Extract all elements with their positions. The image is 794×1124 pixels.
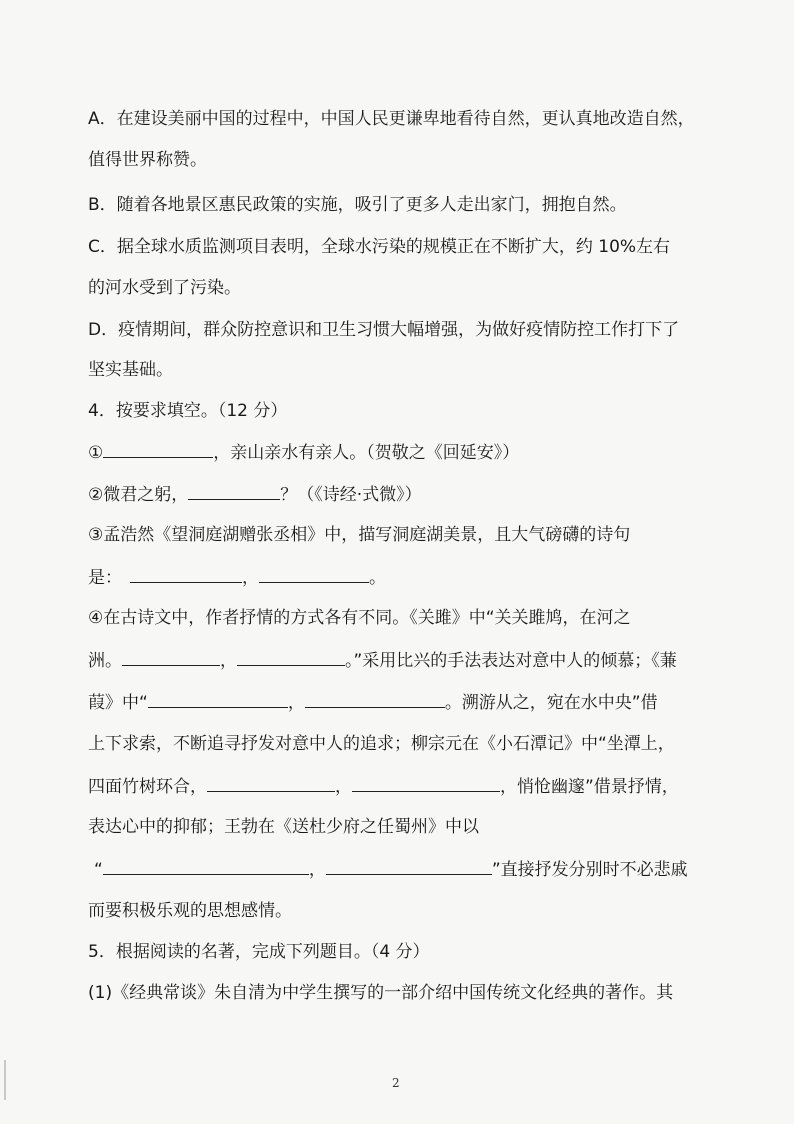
comma: ， — [335, 777, 352, 797]
comma: ， — [242, 568, 259, 588]
answer-blank[interactable] — [148, 690, 288, 708]
answer-blank[interactable] — [103, 857, 309, 875]
answer-blank[interactable] — [259, 565, 369, 583]
option-a-line1: A．在建设美丽中国的过程中，中国人民更谦卑地看待自然，更认真地改造自然， — [88, 109, 695, 129]
q4-item2-suffix: ？（《诗经·式微》） — [280, 485, 422, 505]
q4-item4-line2 — [88, 648, 677, 673]
q4-item3-line2 — [88, 565, 386, 590]
q4-item4-l3-suffix: 。溯游从之，宛在水中央”借 — [444, 693, 658, 713]
q4-item3-line1: ③孟浩然《望洞庭湖赠张丞相》中，描写洞庭湖美景，且大气磅礴的诗句 — [88, 525, 631, 545]
q4-item4-l5-suffix: ，悄怆幽邃”借景抒情， — [500, 777, 679, 797]
q4-item4-line5 — [88, 774, 679, 799]
option-d-line1: D．疫情期间，群众防控意识和卫生习惯大幅增强，为做好疫情防控工作打下了 — [88, 320, 680, 340]
question-5-title: 5．根据阅读的名著，完成下列题目。（4 分） — [88, 942, 430, 962]
option-c-line2: 的河水受到了污染。 — [88, 278, 241, 298]
option-d-line2: 坚实基础。 — [88, 360, 173, 380]
q4-item4-l2-suffix: 。”采用比兴的手法表达对意中人的倾慕；《蒹 — [345, 651, 677, 671]
q4-item4-l2-prefix: 洲。 — [88, 651, 122, 671]
q5-item1: (1)《经典常谈》朱自清为中学生撰写的一部介绍中国传统文化经典的著作。其 — [88, 983, 674, 1003]
q4-item4-l5-prefix: 四面竹树环合， — [88, 777, 207, 797]
scan-edge-mark — [4, 1060, 6, 1100]
answer-blank[interactable] — [122, 648, 220, 666]
q4-item1-prefix: ① — [88, 443, 104, 463]
q4-item2 — [88, 482, 422, 507]
answer-blank[interactable] — [207, 774, 335, 792]
period: 。 — [369, 568, 386, 588]
option-c-line1: C．据全球水质监测项目表明，全球水污染的规模正在不断扩大，约 10%左右 — [88, 237, 671, 257]
answer-blank[interactable] — [103, 440, 213, 458]
comma: ， — [220, 651, 237, 671]
answer-blank[interactable] — [352, 774, 500, 792]
answer-blank[interactable] — [188, 482, 280, 500]
q4-item4-line4: 上下求索，不断追寻抒发对意中人的追求；柳宗元在《小石潭记》中“坐潭上， — [88, 734, 675, 754]
q4-item1 — [88, 440, 519, 465]
q4-item4-line3 — [88, 690, 658, 715]
comma: ， — [308, 860, 326, 880]
q4-item1-suffix: ，亲山亲水有亲人。（贺敬之《回延安》） — [213, 443, 520, 463]
answer-blank[interactable] — [130, 565, 242, 583]
q4-item2-prefix: ②微君之躬， — [88, 485, 189, 505]
option-b-line1: B．随着各地景区惠民政策的实施，吸引了更多人走出家门，拥抱自然。 — [88, 195, 627, 215]
q4-item4-line8: 而要积极乐观的思想感情。 — [88, 901, 292, 921]
option-a-line2: 值得世界称赞。 — [88, 150, 207, 170]
comma: ， — [287, 693, 305, 713]
answer-blank[interactable] — [326, 857, 492, 875]
q4-item3-prefix: 是： — [88, 568, 122, 588]
page-number: 2 — [392, 1076, 400, 1090]
answer-blank[interactable] — [305, 690, 445, 708]
q4-item4-line6: 表达心中的抑郁；王勃在《送杜少府之任蜀州》中以 — [88, 817, 479, 837]
q4-item4-line7 — [94, 857, 688, 882]
q4-item4-line1: ④在古诗文中，作者抒情的方式各有不同。《关雎》中“关关雎鸠，在河之 — [88, 608, 631, 628]
question-4-title: 4．按要求填空。（12 分） — [88, 401, 288, 421]
q4-item4-l3-prefix: 葭》中“ — [88, 693, 148, 713]
q4-item4-l7-suffix: ”直接抒发分别时不必悲戚 — [491, 860, 688, 880]
answer-blank[interactable] — [237, 648, 345, 666]
q4-item4-l7-prefix: “ — [94, 860, 103, 880]
